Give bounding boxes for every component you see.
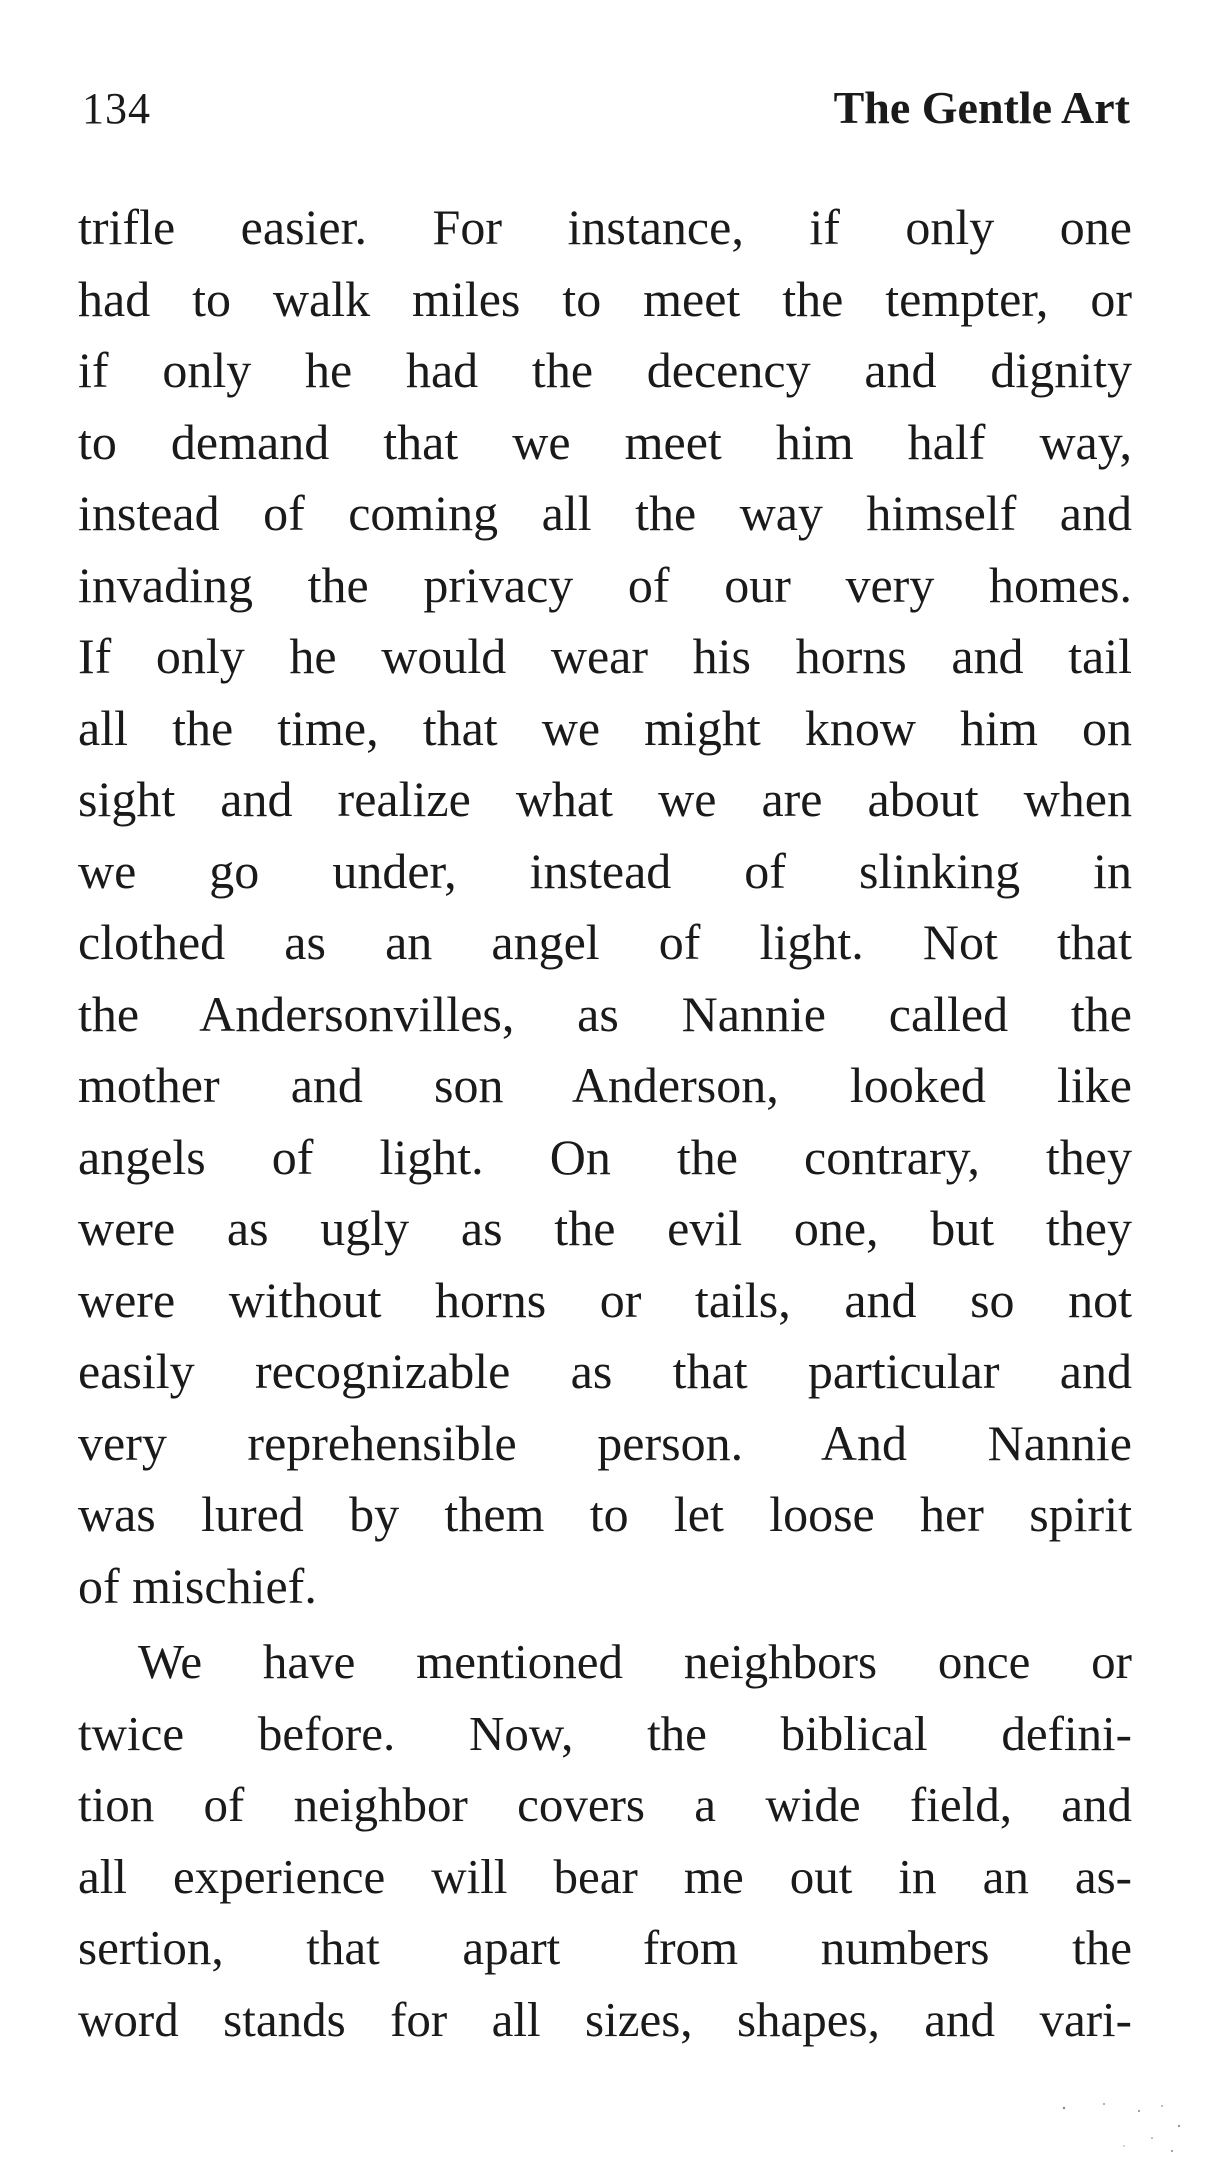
text-line: were without horns or tails, and so not: [78, 1271, 1132, 1328]
body-text: [78, 192, 1132, 2055]
text-line: had to walk miles to meet the tempter, or: [78, 270, 1132, 327]
text-line: mother and son Anderson, looked like: [78, 1057, 1132, 1113]
text-line: the Andersonvilles, as Nannie called the: [78, 985, 1132, 1042]
text-line: trifle easier. For instance, if only one: [78, 199, 1132, 255]
text-line: if only he had the decency and dignity: [78, 342, 1132, 398]
text-line: all the time, that we might know him on: [78, 699, 1132, 756]
text-line: angels of light. On the contrary, they: [78, 1128, 1132, 1185]
paper-speckles: [1044, 2096, 1194, 2166]
text-line: was lured by them to let loose her spirit: [78, 1486, 1132, 1542]
text-line: very reprehensible person. And Nannie: [78, 1414, 1132, 1471]
text-line: If only he would wear his horns and tail: [78, 628, 1132, 684]
page-number: 134: [82, 84, 151, 133]
text-line: twice before. Now, the biblical defini-: [78, 1705, 1132, 1761]
text-line: sight and realize what we are about when: [78, 771, 1132, 827]
running-title: The Gentle Art: [833, 82, 1130, 133]
text-line: we go under, instead of slinking in: [78, 842, 1132, 899]
running-head: [82, 78, 1130, 138]
text-line: easily recognizable as that particular and: [78, 1343, 1132, 1399]
paragraph-1: [78, 192, 1132, 1622]
text-line: of mischief.: [78, 1557, 317, 1614]
text-line: instead of coming all the way himself and: [78, 485, 1132, 541]
paragraph-2: [78, 1626, 1132, 2055]
text-line: sertion, that apart from numbers the: [78, 1920, 1132, 1975]
text-line: all experience will bear me out in an as-: [78, 1848, 1132, 1904]
text-line: to demand that we meet him half way,: [78, 413, 1132, 470]
text-line: clothed as an angel of light. Not that: [78, 914, 1132, 970]
text-line: were as ugly as the evil one, but they: [78, 1200, 1132, 1256]
text-line: invading the privacy of our very homes.: [78, 556, 1132, 613]
text-line: word stands for all sizes, shapes, and vari-: [78, 1991, 1132, 2047]
text-line: We have mentioned neighbors once or: [138, 1634, 1132, 1689]
text-line: tion of neighbor covers a wide field, and: [78, 1777, 1132, 1832]
